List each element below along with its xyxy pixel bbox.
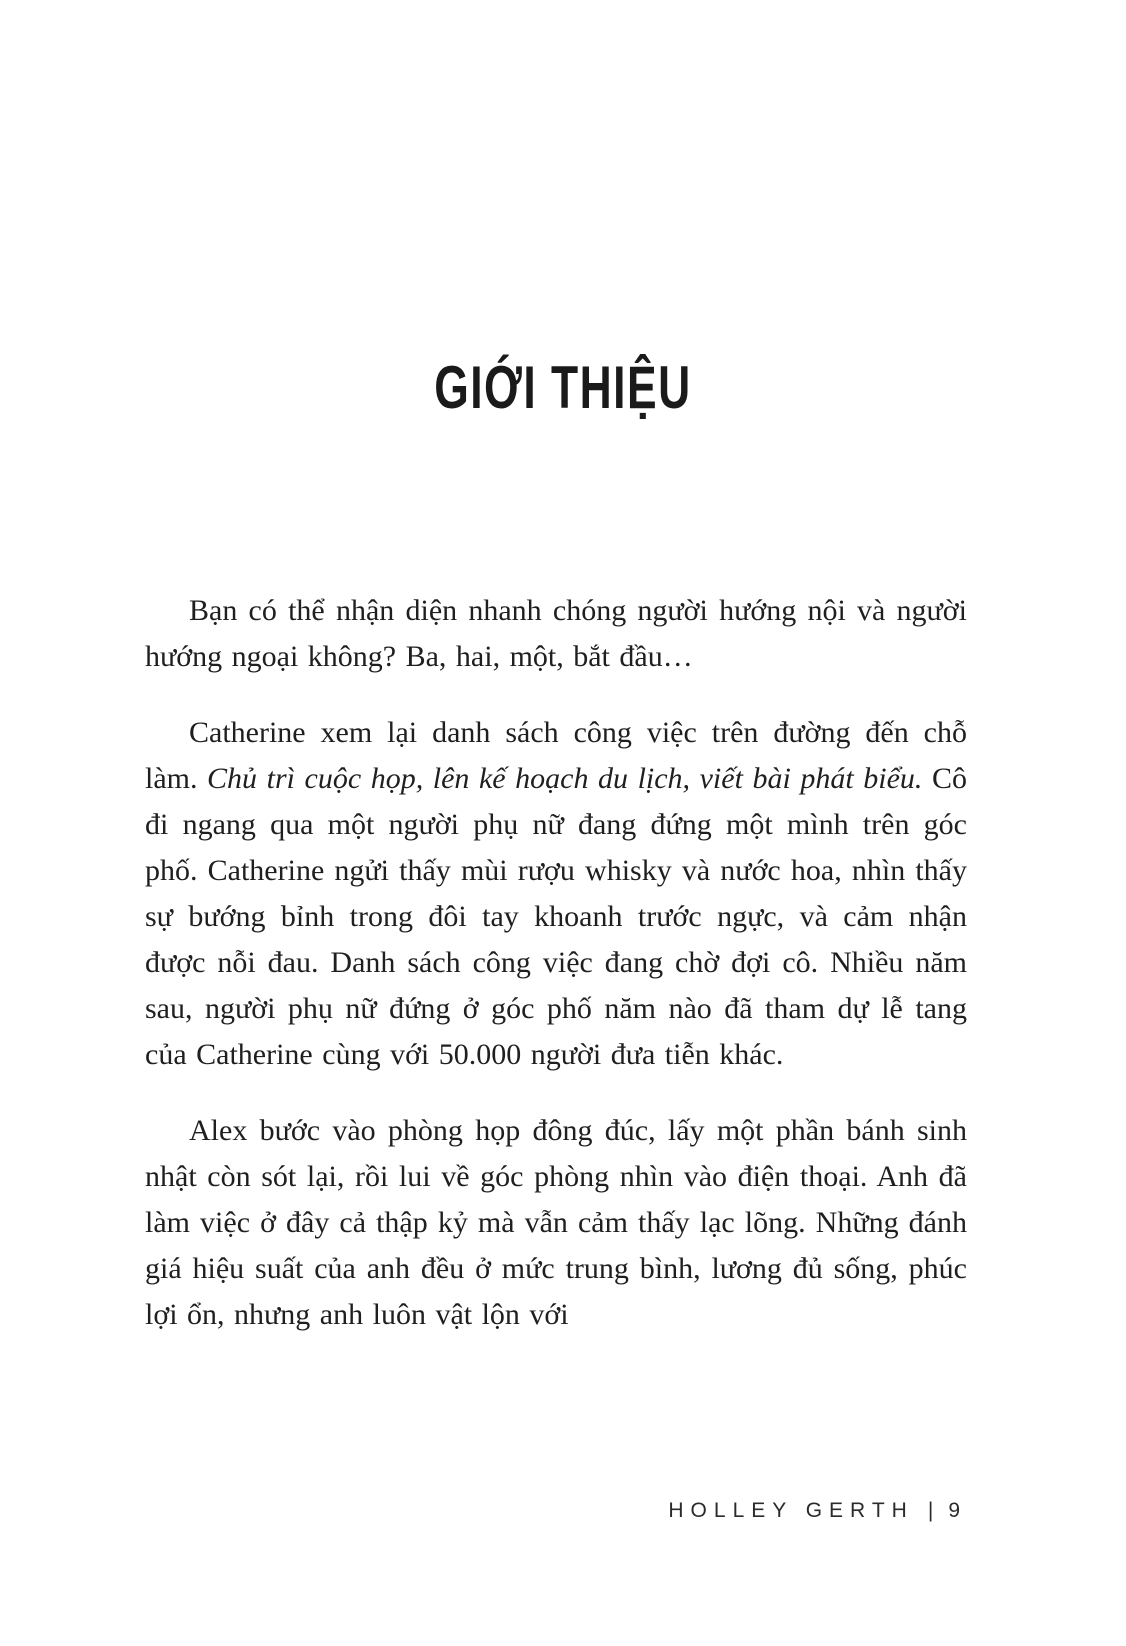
text-run: Alex bước vào phòng họp đông đúc, lấy một phần bánh sinh nhật còn sót lại, rồi lui về góc phòng nhìn vào điện thoại. Anh đã làm việc ở đây cả thập kỷ mà vẫn cảm thấy lạc lõng. Những đánh giá hiệu suất của anh đều ở mức trung bình, lương đủ sống, phúc lợi ổn, nhưng anh luôn vật lộn với xyxy=(145,1114,967,1331)
paragraph xyxy=(145,1108,967,1338)
chapter-title-wrap xyxy=(0,354,1126,421)
italic-run: Chủ trì cuộc họp, lên kế hoạch du lịch, viết bài phát biểu. xyxy=(207,762,923,795)
paragraph xyxy=(145,710,967,1078)
footer-page-number: 9 xyxy=(948,1499,967,1522)
text-run: Cô đi ngang qua một người phụ nữ đang đứng một mình trên góc phố. Catherine ngửi thấy mùi rượu whisky và nước hoa, nhìn thấy sự bướng bỉnh trong đôi tay khoanh trước ngực, và cảm nhận được nỗi đau. Danh sách công việc đang chờ đợi cô. Nhiều năm sau, người phụ nữ đứng ở góc phố năm nào đã tham dự lễ tang của Catherine cùng với 50.000 người đưa tiễn khác. xyxy=(145,762,967,1071)
text-run: Catherine xem lại danh sách công việc trên đường đến chỗ làm. xyxy=(145,716,967,795)
chapter-title: GIỚI THIỆU xyxy=(434,354,692,421)
footer-author: HOLLEY GERTH xyxy=(668,1499,914,1522)
footer-separator: | xyxy=(927,1499,941,1522)
paragraph xyxy=(145,588,967,680)
text-run: Bạn có thể nhận diện nhanh chóng người hướng nội và người hướng ngoại không? Ba, hai, một, bắt đầu… xyxy=(145,594,967,673)
page-footer xyxy=(668,1498,967,1523)
body-text xyxy=(145,588,967,1338)
